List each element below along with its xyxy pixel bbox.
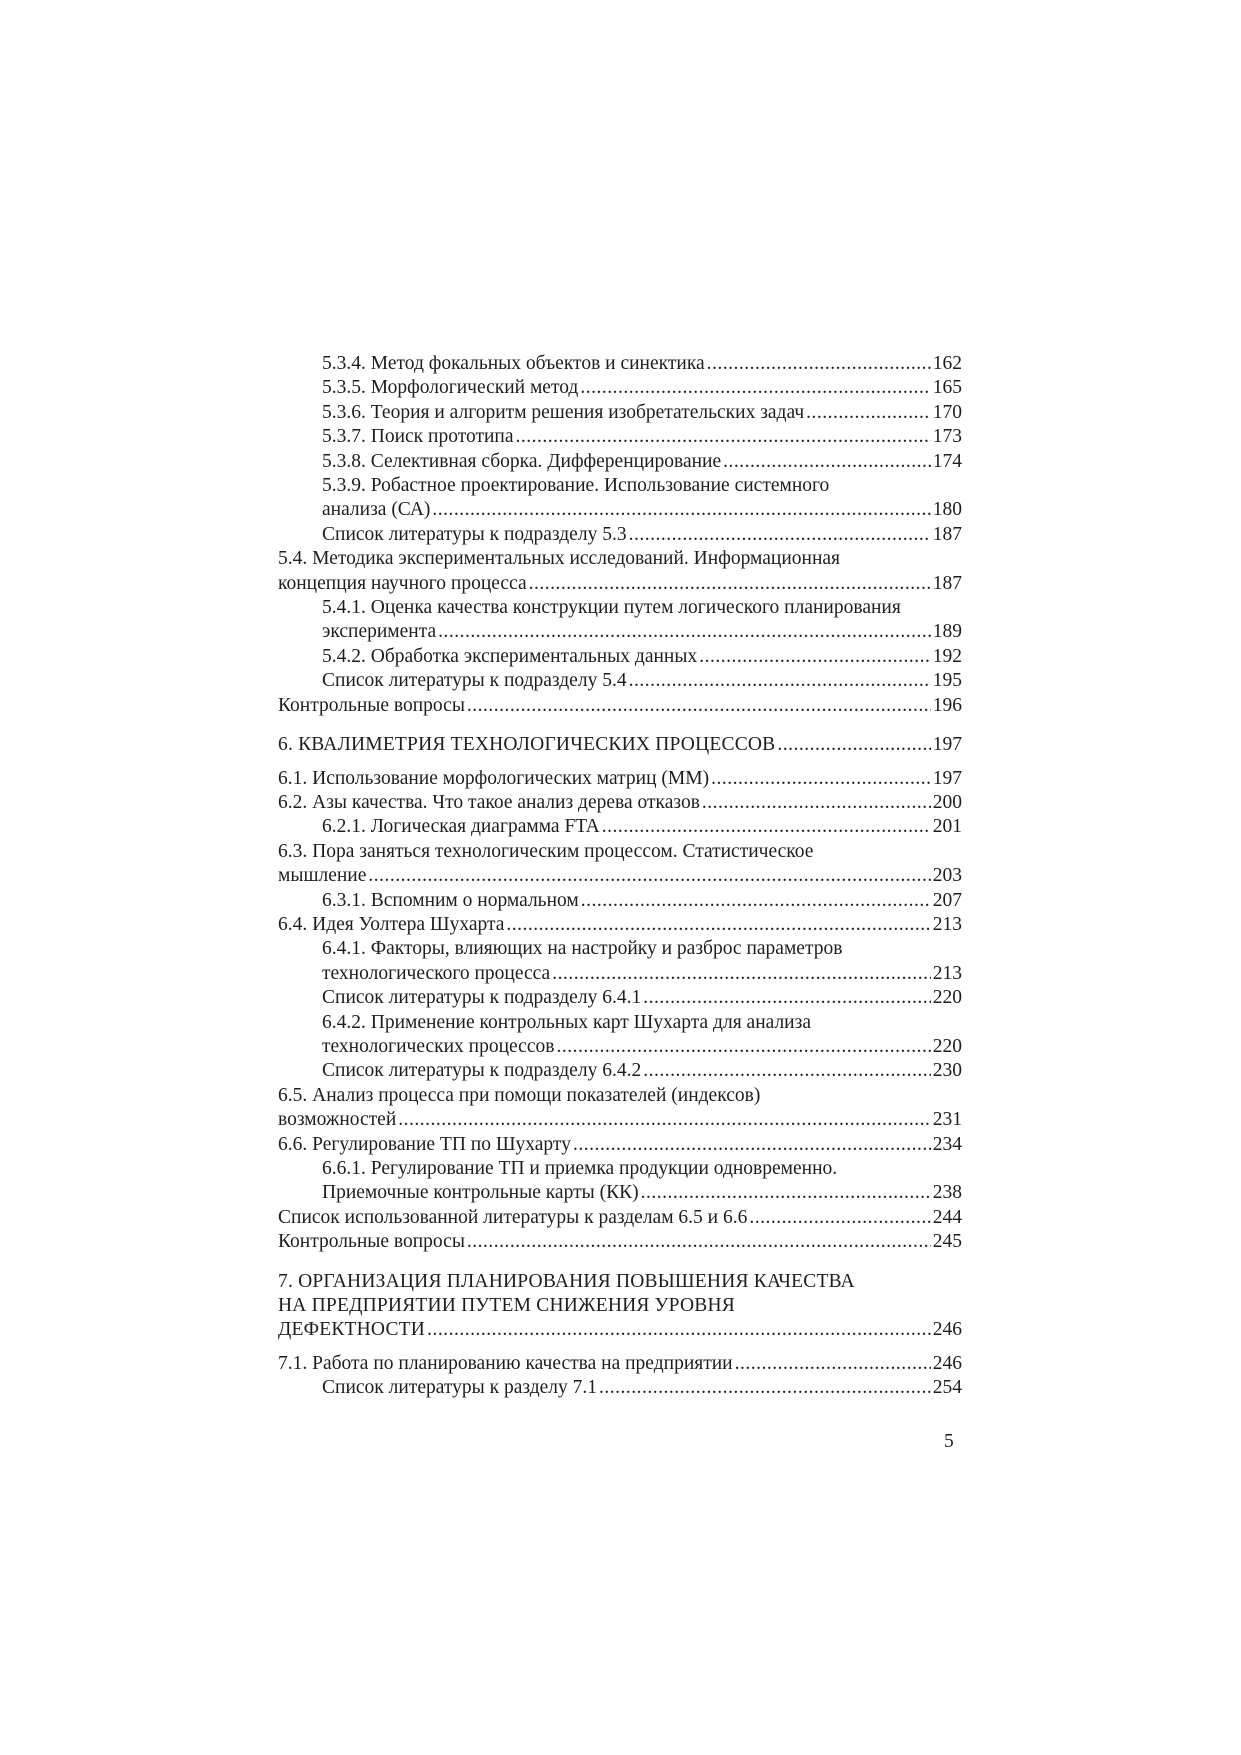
toc-entry-title: 5.3.8. Селективная сборка. Дифференцирование xyxy=(322,450,722,472)
dot-leader xyxy=(702,791,931,815)
toc-entry-title: Контрольные вопросы xyxy=(278,1231,465,1253)
toc-entry[interactable] xyxy=(278,1011,962,1060)
toc-entry[interactable] xyxy=(278,1059,962,1083)
toc-entry-title-line: 6.5. Анализ процесса при помощи показателей (индексов) xyxy=(278,1084,761,1106)
dot-leader xyxy=(398,1108,930,1132)
toc-page-number: 207 xyxy=(932,889,962,911)
toc-entry-title: 5.3.5. Морфологический метод xyxy=(322,377,579,399)
toc-entry[interactable] xyxy=(278,1133,962,1157)
dot-leader xyxy=(641,1181,931,1205)
toc-chapter-entry[interactable] xyxy=(278,733,962,757)
toc-entry[interactable] xyxy=(278,474,962,523)
toc-entry-title: анализа (СА) xyxy=(322,499,431,521)
toc-entry-title: концепция научного процесса xyxy=(278,572,527,594)
toc-entry-title: 5.3.4. Метод фокальных объектов и синектика xyxy=(322,353,705,374)
toc-entry-title: 5.3.6. Теория и алгоритм решения изобретательских задач xyxy=(322,401,805,423)
dot-leader xyxy=(599,1376,931,1400)
dot-leader xyxy=(580,376,930,400)
toc-entry-title: технологических процессов xyxy=(322,1035,555,1057)
toc-page-number: 187 xyxy=(932,523,962,545)
toc-entry-title-line: НА ПРЕДПРИЯТИИ ПУТЕМ СНИЖЕНИЯ УРОВНЯ xyxy=(278,1295,735,1317)
toc-entry[interactable] xyxy=(278,791,962,815)
toc-entry-title: Приемочные контрольные карты (КК) xyxy=(322,1182,639,1204)
dot-leader xyxy=(602,815,931,839)
toc-entry-title: 7.1. Работа по планированию качества на предприятии xyxy=(278,1352,733,1374)
toc-page-number: 254 xyxy=(932,1377,962,1399)
toc-entry-title: Список литературы к подразделу 5.3 xyxy=(322,523,627,545)
toc-page-number: 162 xyxy=(932,353,962,374)
dot-leader xyxy=(427,1318,931,1342)
dot-leader xyxy=(643,1059,931,1083)
toc-page-number: 195 xyxy=(932,670,962,692)
dot-leader xyxy=(806,401,931,425)
dot-leader xyxy=(432,498,930,522)
toc-page-number: 187 xyxy=(932,572,962,594)
toc-page-number: 246 xyxy=(932,1319,962,1341)
toc-entry[interactable] xyxy=(278,986,962,1010)
toc-entry[interactable] xyxy=(278,889,962,913)
dot-leader xyxy=(707,352,931,376)
toc-entry[interactable] xyxy=(278,669,962,693)
toc-entry[interactable] xyxy=(278,645,962,669)
toc-entry-title-line: 5.4.1. Оценка качества конструкции путем логического планирования xyxy=(322,597,901,619)
toc-page-number: 196 xyxy=(932,694,962,716)
toc-page-number: 192 xyxy=(932,645,962,667)
toc-entry-title: 6. КВАЛИМЕТРИЯ ТЕХНОЛОГИЧЕСКИХ ПРОЦЕССОВ xyxy=(278,734,776,756)
toc-entry-title-line: 6.3. Пора заняться технологическим процессом. Статистическое xyxy=(278,840,814,862)
toc-page-number: 246 xyxy=(932,1352,962,1374)
toc-entry-title: Список использованной литературы к разделам 6.5 и 6.6 xyxy=(278,1206,748,1228)
toc-entry-title: Список литературы к подразделу 6.4.1 xyxy=(322,987,642,1009)
dot-leader xyxy=(777,733,930,757)
toc-entry[interactable] xyxy=(278,450,962,474)
toc-entry-title: 6.2. Азы качества. Что такое анализ дерева отказов xyxy=(278,791,700,813)
toc-page-number: 244 xyxy=(932,1206,962,1228)
toc-entry[interactable] xyxy=(278,523,962,547)
toc-entry[interactable] xyxy=(278,840,962,889)
toc-entry-title: эксперимента xyxy=(322,621,437,643)
toc-page-number: 197 xyxy=(932,734,962,756)
dot-leader xyxy=(629,669,931,693)
toc-entry[interactable] xyxy=(278,913,962,937)
toc-page-number: 203 xyxy=(932,865,962,887)
dot-leader xyxy=(723,450,931,474)
toc-entry-title: Список литературы к подразделу 6.4.2 xyxy=(322,1060,642,1082)
dot-leader xyxy=(581,889,931,913)
toc-page-number: 238 xyxy=(932,1182,962,1204)
toc-page-number: 231 xyxy=(932,1109,962,1131)
toc-entry-title: 5.3.7. Поиск прототипа xyxy=(322,426,514,448)
dot-leader xyxy=(516,425,931,449)
toc-page-number: 180 xyxy=(932,499,962,521)
toc-entry-title: 6.1. Использование морфологических матриц (ММ) xyxy=(278,767,710,789)
dot-leader xyxy=(467,694,931,718)
toc-page-number: 189 xyxy=(932,621,962,643)
toc-entry[interactable] xyxy=(278,1376,962,1400)
toc-page-number: 213 xyxy=(932,962,962,984)
toc-entry-title: 6.3.1. Вспомним о нормальном xyxy=(322,889,579,911)
dot-leader xyxy=(506,913,930,937)
dot-leader xyxy=(699,645,931,669)
toc-entry-title-line: 5.3.9. Робастное проектирование. Использование системного xyxy=(322,475,830,497)
toc-entry-title: технологического процесса xyxy=(322,962,551,984)
dot-leader xyxy=(735,1352,931,1376)
toc-page-number: 165 xyxy=(932,377,962,399)
toc-entry-title-line: 6.4.1. Факторы, влияющих на настройку и разброс параметров xyxy=(322,938,843,960)
toc-entry-title: 6.4. Идея Уолтера Шухарта xyxy=(278,913,505,935)
dot-leader xyxy=(711,767,931,791)
dot-leader xyxy=(573,1133,931,1157)
table-of-contents xyxy=(278,352,962,1401)
dot-leader xyxy=(467,1230,931,1254)
toc-entry[interactable] xyxy=(278,352,962,376)
dot-leader xyxy=(552,962,931,986)
toc-page-number: 197 xyxy=(932,767,962,789)
toc-entry-title: Список литературы к подразделу 5.4 xyxy=(322,670,627,692)
toc-entry[interactable] xyxy=(278,694,962,718)
toc-page-number: 201 xyxy=(932,816,962,838)
toc-entry[interactable] xyxy=(278,547,962,596)
toc-entry[interactable] xyxy=(278,1084,962,1133)
toc-entry-title: мышление xyxy=(278,865,367,887)
toc-entry[interactable] xyxy=(278,1352,962,1376)
toc-entry[interactable] xyxy=(278,767,962,791)
dot-leader xyxy=(629,523,931,547)
toc-entry-title: ДЕФЕКТНОСТИ xyxy=(278,1319,426,1341)
toc-page-number: 200 xyxy=(932,791,962,813)
dot-leader xyxy=(749,1206,930,1230)
toc-page-number: 173 xyxy=(932,426,962,448)
toc-page-number: 213 xyxy=(932,913,962,935)
dot-leader xyxy=(368,864,930,888)
toc-entry-title: 6.2.1. Логическая диаграмма FTA xyxy=(322,816,600,838)
dot-leader xyxy=(643,986,931,1010)
toc-entry-title-line: 5.4. Методика экспериментальных исследований. Информационная xyxy=(278,548,841,570)
toc-entry-title: 6.6. Регулирование ТП по Шухарту xyxy=(278,1133,571,1155)
toc-entry[interactable] xyxy=(278,815,962,839)
toc-entry[interactable] xyxy=(278,425,962,449)
toc-entry[interactable] xyxy=(278,1206,962,1230)
toc-entry-title: Список литературы к разделу 7.1 xyxy=(322,1377,598,1399)
toc-page-number: 174 xyxy=(932,450,962,472)
toc-chapter-entry[interactable] xyxy=(278,1270,962,1343)
toc-entry[interactable] xyxy=(278,596,962,645)
dot-leader xyxy=(438,620,931,644)
toc-entry[interactable] xyxy=(278,937,962,986)
toc-entry[interactable] xyxy=(278,401,962,425)
page-number: 5 xyxy=(944,1431,954,1452)
toc-entry-title: Контрольные вопросы xyxy=(278,694,465,716)
toc-entry-title: 5.4.2. Обработка экспериментальных данных xyxy=(322,645,698,667)
dot-leader xyxy=(556,1035,930,1059)
toc-page-number: 230 xyxy=(932,1060,962,1082)
toc-entry-title-line: 6.4.2. Применение контрольных карт Шухарта для анализа xyxy=(322,1011,811,1033)
dot-leader xyxy=(529,572,931,596)
toc-page-number: 234 xyxy=(932,1133,962,1155)
toc-page-number: 220 xyxy=(932,987,962,1009)
toc-entry[interactable] xyxy=(278,376,962,400)
toc-page-number: 220 xyxy=(932,1035,962,1057)
toc-entry[interactable] xyxy=(278,1230,962,1254)
toc-entry-title: возможностей xyxy=(278,1109,397,1131)
toc-entry[interactable] xyxy=(278,1157,962,1206)
toc-page-number: 170 xyxy=(932,401,962,423)
toc-entry-title-line: 6.6.1. Регулирование ТП и приемка продукции одновременно. xyxy=(322,1158,838,1179)
toc-page-number: 245 xyxy=(932,1231,962,1253)
toc-entry-title-line: 7. ОРГАНИЗАЦИЯ ПЛАНИРОВАНИЯ ПОВЫШЕНИЯ КАЧЕСТВА xyxy=(278,1270,855,1292)
